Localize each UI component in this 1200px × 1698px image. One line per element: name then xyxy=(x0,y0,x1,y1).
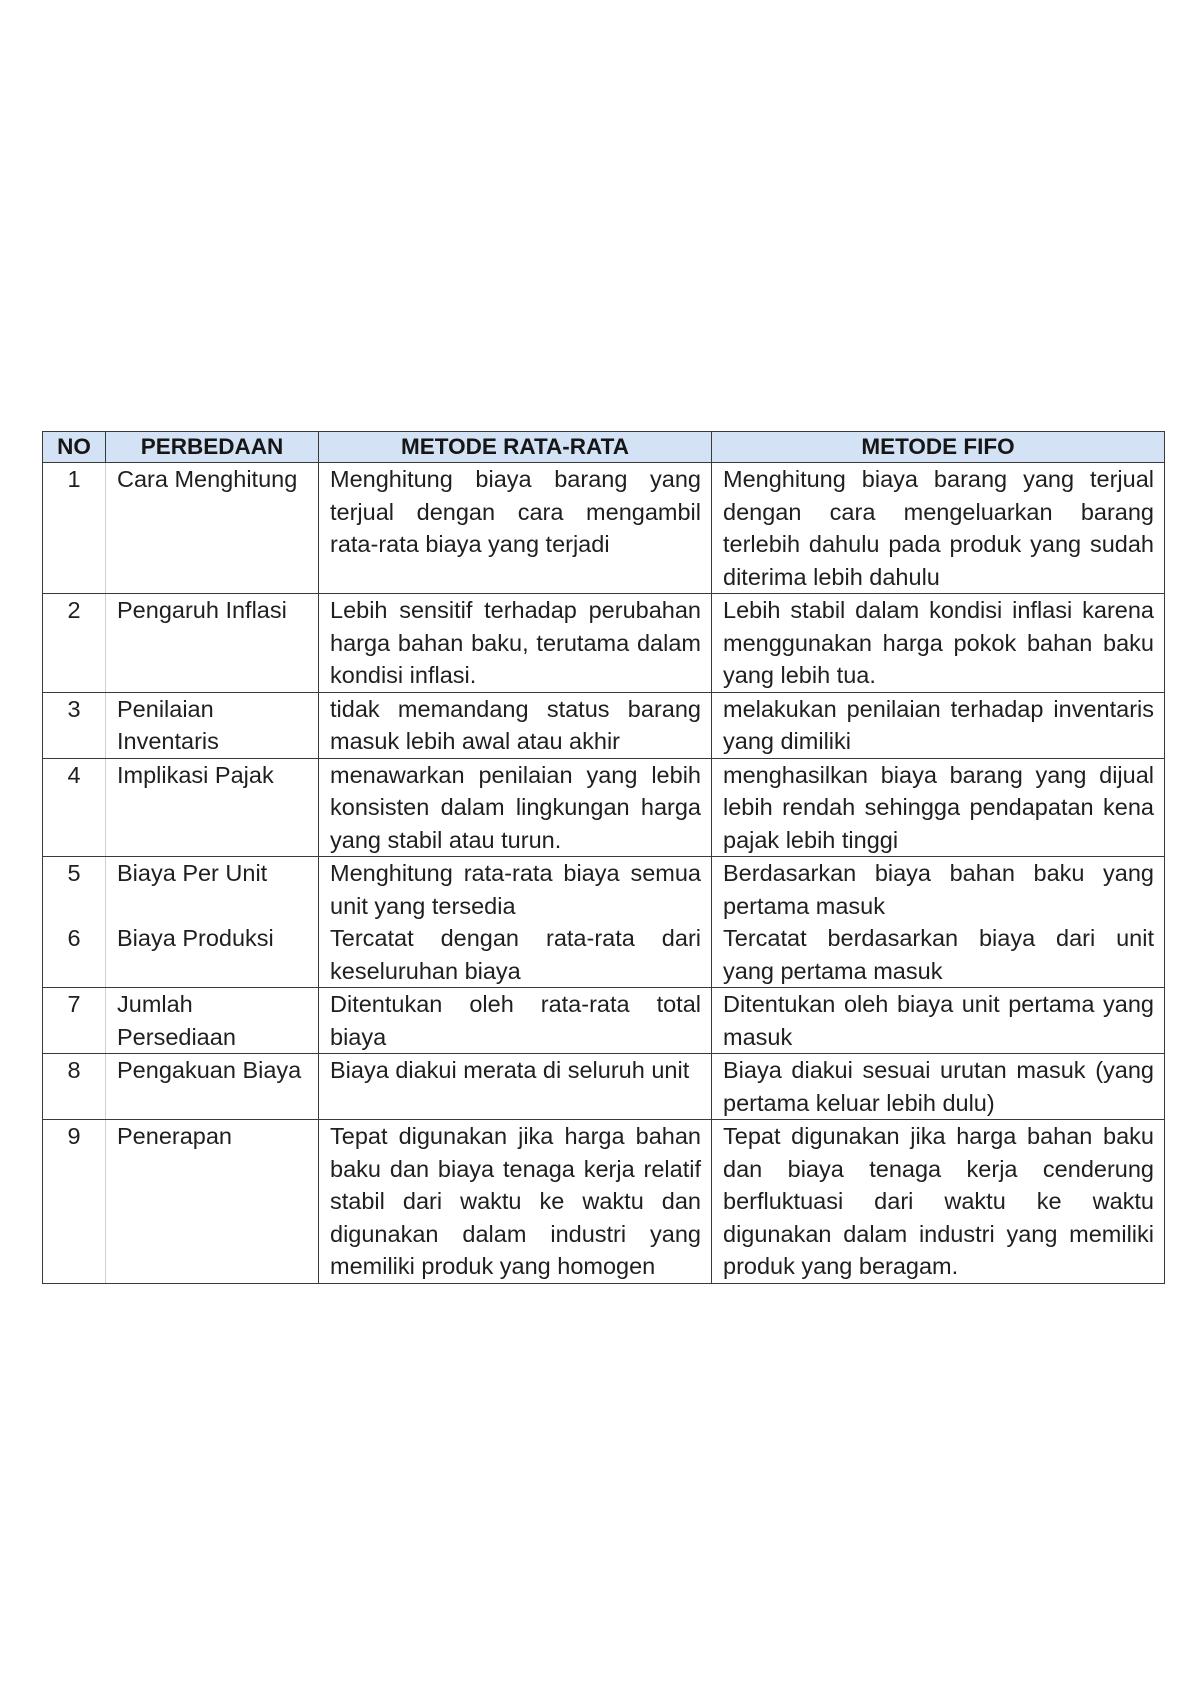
fifo-method-cell: Tercatat berdasarkan biaya dari unit yang pertama masuk xyxy=(712,922,1165,988)
table-row xyxy=(43,1120,1165,1284)
comparison-table xyxy=(42,431,1165,1284)
difference-cell: Cara Menghitung xyxy=(106,463,319,594)
row-number: 1 xyxy=(43,463,106,594)
fifo-method-cell: Tepat digunakan jika harga bahan baku dan biaya tenaga kerja cenderung berfluktuasi dari waktu ke waktu digunakan dalam industri yang memiliki produk yang beragam. xyxy=(712,1120,1165,1284)
table-row xyxy=(43,857,1165,923)
header-difference: PERBEDAAN xyxy=(106,432,319,463)
table-row xyxy=(43,988,1165,1054)
fifo-method-cell: Lebih stabil dalam kondisi inflasi karena menggunakan harga pokok bahan baku yang lebih tua. xyxy=(712,594,1165,693)
average-method-cell: Tepat digunakan jika harga bahan baku dan biaya tenaga kerja relatif stabil dari waktu ke waktu dan digunakan dalam industri yang memiliki produk yang homogen xyxy=(319,1120,712,1284)
difference-cell: Jumlah Persediaan xyxy=(106,988,319,1054)
row-number: 6 xyxy=(43,922,106,988)
fifo-method-cell: Biaya diakui sesuai urutan masuk (yang pertama keluar lebih dulu) xyxy=(712,1054,1165,1120)
table-row xyxy=(43,1054,1165,1120)
header-fifo-method: METODE FIFO xyxy=(712,432,1165,463)
fifo-method-cell: Menghitung biaya barang yang terjual dengan cara mengeluarkan barang terlebih dahulu pada produk yang sudah diterima lebih dahulu xyxy=(712,463,1165,594)
average-method-cell: Biaya diakui merata di seluruh unit xyxy=(319,1054,712,1120)
difference-cell: Biaya Per Unit xyxy=(106,857,319,923)
average-method-cell: Lebih sensitif terhadap perubahan harga bahan baku, terutama dalam kondisi inflasi. xyxy=(319,594,712,693)
difference-cell: Implikasi Pajak xyxy=(106,758,319,857)
average-method-cell: Menghitung rata-rata biaya semua unit yang tersedia xyxy=(319,857,712,923)
difference-cell: Biaya Produksi xyxy=(106,922,319,988)
difference-cell: Penilaian Inventaris xyxy=(106,692,319,758)
fifo-method-cell: melakukan penilaian terhadap inventaris yang dimiliki xyxy=(712,692,1165,758)
header-no: NO xyxy=(43,432,106,463)
table-row xyxy=(43,463,1165,594)
difference-cell: Pengakuan Biaya xyxy=(106,1054,319,1120)
row-number: 4 xyxy=(43,758,106,857)
average-method-cell: Tercatat dengan rata-rata dari keseluruhan biaya xyxy=(319,922,712,988)
difference-cell: Penerapan xyxy=(106,1120,319,1284)
average-method-cell: menawarkan penilaian yang lebih konsisten dalam lingkungan harga yang stabil atau turun. xyxy=(319,758,712,857)
row-number: 7 xyxy=(43,988,106,1054)
average-method-cell: Menghitung biaya barang yang terjual dengan cara mengambil rata-rata biaya yang terjadi xyxy=(319,463,712,594)
fifo-method-cell: Berdasarkan biaya bahan baku yang pertama masuk xyxy=(712,857,1165,923)
table-row xyxy=(43,922,1165,988)
average-method-cell: Ditentukan oleh rata-rata total biaya xyxy=(319,988,712,1054)
difference-cell: Pengaruh Inflasi xyxy=(106,594,319,693)
header-row xyxy=(43,432,1165,463)
table-header xyxy=(43,432,1165,463)
fifo-method-cell: Ditentukan oleh biaya unit pertama yang masuk xyxy=(712,988,1165,1054)
table-row xyxy=(43,692,1165,758)
average-method-cell: tidak memandang status barang masuk lebih awal atau akhir xyxy=(319,692,712,758)
header-average-method: METODE RATA-RATA xyxy=(319,432,712,463)
row-number: 2 xyxy=(43,594,106,693)
table-row xyxy=(43,594,1165,693)
row-number: 5 xyxy=(43,857,106,923)
fifo-method-cell: menghasilkan biaya barang yang dijual lebih rendah sehingga pendapatan kena pajak lebih tinggi xyxy=(712,758,1165,857)
table-body xyxy=(43,463,1165,1284)
row-number: 3 xyxy=(43,692,106,758)
table-row xyxy=(43,758,1165,857)
row-number: 8 xyxy=(43,1054,106,1120)
row-number: 9 xyxy=(43,1120,106,1284)
